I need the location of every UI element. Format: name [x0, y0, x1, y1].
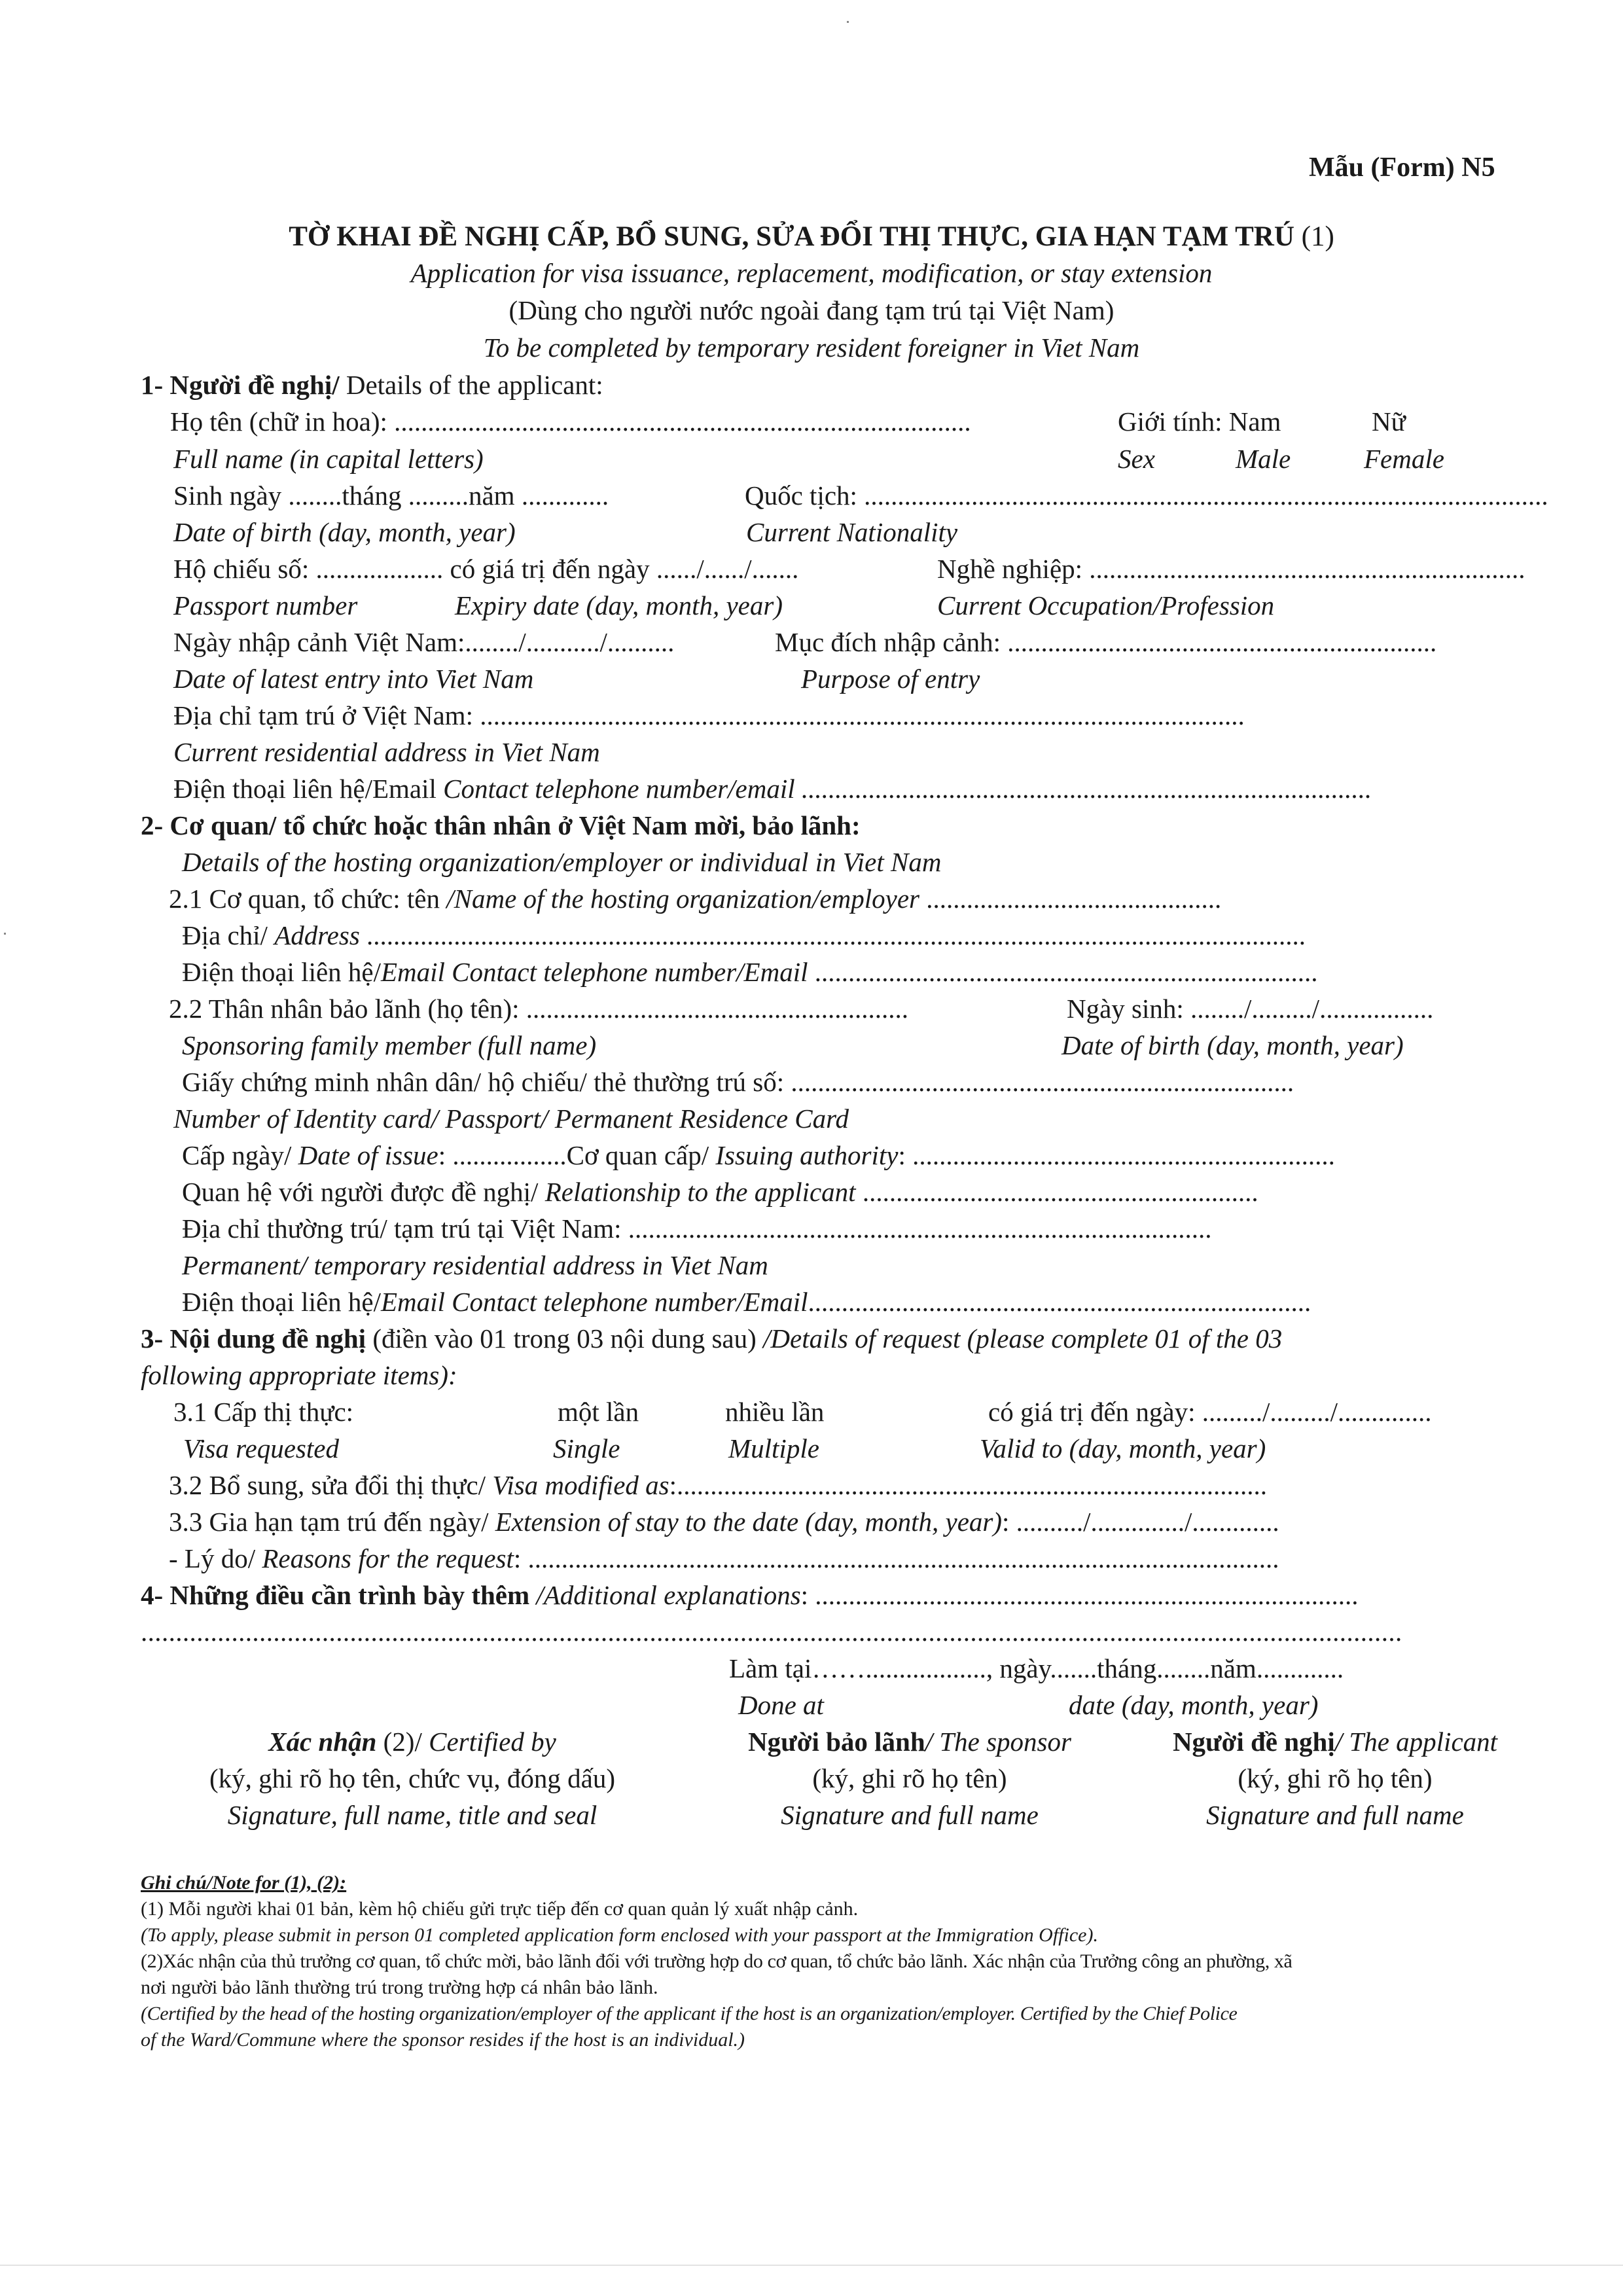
- sponsor-contact-field[interactable]: [182, 1289, 1311, 1316]
- entry-date-field[interactable]: Ngày nhập cảnh Việt Nam:......../.........../..........: [173, 627, 675, 657]
- contact-en: Contact telephone number/email .....................................................................................: [436, 774, 1372, 804]
- section-1-heading: [141, 372, 603, 399]
- applicant-heading: [1126, 1729, 1544, 1755]
- org-address-field[interactable]: [182, 922, 1306, 949]
- visa-valid-en: Valid to (day, month, year): [980, 1433, 1266, 1463]
- reason-dots: : ................................................................................................................: [513, 1543, 1279, 1573]
- org-name-field[interactable]: [169, 886, 1221, 912]
- relationship-en: Relationship to the applicant: [544, 1177, 856, 1207]
- entry-date-en: Date of latest entry into Viet Nam: [173, 664, 534, 694]
- sponsor-address-en: Permanent/ temporary residential address in Viet Nam: [182, 1250, 768, 1280]
- section-2-heading: 2- Cơ quan/ tổ chức hoặc thân nhân ở Việt Nam mời, bảo lãnh:: [141, 810, 861, 840]
- reason-field[interactable]: [169, 1545, 1279, 1572]
- note-2-en-a: (Certified by the head of the hosting organization/employer of the applicant if the host is an organization/employer. Certified by the Chief Police: [141, 2003, 1238, 2024]
- sponsor-contact-en: Email Contact telephone number/Email: [381, 1287, 808, 1317]
- note-2-vi-a: (2)Xác nhận của thủ trưởng cơ quan, tổ chức mời, bảo lãnh đối với trường hợp do cơ quan, tổ chức bảo lãnh. Xác nhận của Trưởng công an phường, xã: [141, 1950, 1293, 1972]
- org-contact-dots: ...........................................................................: [808, 957, 1318, 987]
- section-4-heading-en: /Additional explanations: [529, 1580, 801, 1610]
- visa-single-en: Single: [553, 1433, 620, 1463]
- certified-vi: Xác nhận: [268, 1727, 377, 1757]
- male-en: Male: [1236, 444, 1291, 474]
- section-4-dots-line[interactable]: .....................................................................................................................................................................................: [141, 1617, 1402, 1647]
- gender-label: Giới tính: Nam: [1118, 406, 1281, 437]
- visa-single-option[interactable]: một lần: [558, 1397, 639, 1427]
- reason-en: Reasons for the request: [262, 1543, 514, 1573]
- purpose-field[interactable]: Mục đích nhập cảnh: ................................................................: [775, 627, 1437, 657]
- contact-vi: Điện thoại liên hệ/Email: [173, 774, 437, 804]
- section-3-heading-en: /Details of request (please complete 01 of the 03: [763, 1323, 1283, 1354]
- issue-authority-vi: : .................Cơ quan cấp/: [438, 1140, 716, 1170]
- stay-extension-en: Extension of stay to the date (day, month, year): [495, 1507, 1002, 1537]
- section-4-field[interactable]: [141, 1582, 1359, 1609]
- section-4-dots: : .................................................................................: [800, 1580, 1359, 1610]
- address-en: Current residential address in Viet Nam: [173, 737, 600, 767]
- applicant-vi: Người đề nghị: [1172, 1727, 1335, 1757]
- certified-sub-vi: (ký, ghi rõ họ tên, chức vụ, đóng dấu): [209, 1763, 615, 1793]
- dob-en: Date of birth (day, month, year): [173, 517, 516, 547]
- gender-female-label: Nữ: [1372, 406, 1406, 437]
- relationship-vi: Quan hệ với người được đề nghị/: [182, 1177, 545, 1207]
- sponsor-dob-en: Date of birth (day, month, year): [1061, 1030, 1404, 1060]
- certified-heading: [144, 1729, 681, 1755]
- done-at-field[interactable]: Làm tại…….................., ngày.......tháng........năm.............: [729, 1653, 1344, 1683]
- occupation-field[interactable]: Nghề nghiệp: .................................................................: [937, 554, 1525, 584]
- org-address-vi: Địa chỉ/: [182, 920, 275, 950]
- relationship-field[interactable]: [182, 1179, 1258, 1206]
- visa-modified-field[interactable]: [169, 1472, 1267, 1499]
- sex-en: Sex: [1118, 444, 1155, 474]
- sponsor-en: / The sponsor: [925, 1727, 1071, 1757]
- sponsor-sub-vi: (ký, ghi rõ họ tên): [812, 1763, 1007, 1793]
- section-3-heading-vi: (điền vào 01 trong 03 nội dung sau): [366, 1323, 763, 1354]
- org-name-vi: 2.1 Cơ quan, tổ chức: tên: [169, 884, 447, 914]
- org-name-dots: ............................................: [919, 884, 1222, 914]
- address-field[interactable]: Địa chỉ tạm trú ở Việt Nam: ..................................................................................................................: [173, 700, 1245, 730]
- nationality-field[interactable]: Quốc tịch: ......................................................................................................: [745, 480, 1548, 511]
- visa-modified-vi: 3.2 Bổ sung, sửa đổi thị thực/: [169, 1470, 493, 1500]
- id-number-field[interactable]: Giấy chứng minh nhân dân/ hộ chiếu/ thẻ thường trú số: ...........................................................................: [182, 1067, 1294, 1097]
- org-name-en: /Name of the hosting organization/employer: [446, 884, 919, 914]
- title-vi: TỜ KHAI ĐỀ NGHỊ CẤP, BỔ SUNG, SỬA ĐỔI THỊ THỰC, GIA HẠN TẠM TRÚ: [289, 221, 1294, 252]
- visa-requested-label: 3.1 Cấp thị thực:: [173, 1397, 354, 1427]
- title: [0, 223, 1623, 251]
- fullname-field[interactable]: Họ tên (chữ in hoa): ......................................................................................: [170, 406, 971, 437]
- section-3-heading: [141, 1325, 1282, 1352]
- issue-date-en: Date of issue: [298, 1140, 438, 1170]
- relationship-dots: ...........................................................: [855, 1177, 1258, 1207]
- subtitle-vi: (Dùng cho người nước ngoài đang tạm trú tại Việt Nam): [508, 295, 1115, 325]
- certified-sub-en: Signature, full name, title and seal: [227, 1800, 597, 1830]
- note-2-en-b: of the Ward/Commune where the sponsor resides if the host is an individual.): [141, 2029, 745, 2051]
- org-contact-field[interactable]: [182, 959, 1317, 986]
- page-fold-line: [0, 2265, 1623, 2266]
- sponsor-dob-field[interactable]: Ngày sinh: ......../........./.................: [1067, 994, 1434, 1024]
- note-2-vi-b: nơi người bảo lãnh thường trú trong trường hợp cá nhân bảo lãnh.: [141, 1977, 658, 1998]
- section-4-heading: 4- Những điều cần trình bày thêm: [141, 1580, 530, 1610]
- sponsor-contact-vi: Điện thoại liên hệ/: [182, 1287, 381, 1317]
- org-address-en: Address: [274, 920, 360, 950]
- applicant-sub-en: Signature and full name: [1206, 1800, 1464, 1830]
- expiry-en: Expiry date (day, month, year): [455, 590, 783, 620]
- contact-field[interactable]: [173, 776, 1372, 802]
- id-number-en: Number of Identity card/ Passport/ Permanent Residence Card: [173, 1103, 849, 1134]
- note-1-en: (To apply, please submit in person 01 completed application form enclosed with your passport at the Immigration Office).: [141, 1924, 1098, 1946]
- nationality-en: Current Nationality: [746, 517, 958, 547]
- certified-en: Certified by: [429, 1727, 556, 1757]
- sponsor-sub-en: Signature and full name: [781, 1800, 1039, 1830]
- reason-vi: - Lý do/: [169, 1543, 262, 1573]
- visa-valid-field[interactable]: có giá trị đến ngày: ........./........./..............: [988, 1397, 1432, 1427]
- scan-speck: [4, 933, 6, 935]
- note-1-vi: (1) Mỗi người khai 01 bản, kèm hộ chiếu gửi trực tiếp đến cơ quan quản lý xuất nhập cảnh.: [141, 1898, 859, 1920]
- passport-en: Passport number: [173, 590, 358, 620]
- visa-modified-dots: :........................................................................................: [669, 1470, 1268, 1500]
- dob-field[interactable]: Sinh ngày ........tháng .........năm .............: [173, 480, 609, 511]
- sponsor-name-field[interactable]: 2.2 Thân nhân bảo lãnh (họ tên): .........................................................: [169, 994, 909, 1024]
- issue-field[interactable]: [182, 1142, 1335, 1169]
- sponsor-contact-dots: ...........................................................................: [808, 1287, 1311, 1317]
- stay-extension-field[interactable]: [169, 1509, 1279, 1535]
- visa-modified-en: Visa modified as: [492, 1470, 669, 1500]
- applicant-en: / The applicant: [1334, 1727, 1498, 1757]
- female-en: Female: [1364, 444, 1444, 474]
- date-en: date (day, month, year): [1069, 1690, 1319, 1720]
- occupation-en: Current Occupation/Profession: [937, 590, 1275, 620]
- form-code: Mẫu (Form) N5: [1309, 152, 1495, 183]
- sponsor-vi: Người bảo lãnh: [748, 1727, 925, 1757]
- scan-speck: [847, 21, 849, 23]
- org-contact-vi: Điện thoại liên hệ/: [182, 957, 381, 987]
- visa-requested-en: Visa requested: [183, 1433, 339, 1463]
- org-address-dots: ............................................................................................................................................: [359, 920, 1306, 950]
- stay-extension-dots: : ........../............../.............: [1002, 1507, 1279, 1537]
- section-2-heading-en: Details of the hosting organization/employer or individual in Viet Nam: [182, 847, 942, 877]
- section-3-heading-en-2: following appropriate items):: [141, 1360, 457, 1390]
- issue-date-vi: Cấp ngày/: [182, 1140, 298, 1170]
- stay-extension-vi: 3.3 Gia hạn tạm trú đến ngày/: [169, 1507, 495, 1537]
- visa-multiple-option[interactable]: nhiều lần: [725, 1397, 825, 1427]
- sponsor-address-field[interactable]: Địa chỉ thường trú/ tạm trú tại Việt Nam: .......................................................................................: [182, 1213, 1212, 1244]
- issue-dots: : ...............................................................: [898, 1140, 1335, 1170]
- issue-authority-en: Issuing authority: [715, 1140, 899, 1170]
- done-at-en: Done at: [738, 1690, 824, 1720]
- org-contact-en: Email Contact telephone number/Email: [381, 957, 808, 987]
- subtitle-en: To be completed by temporary resident foreigner in Viet Nam: [483, 332, 1140, 363]
- visa-multiple-en: Multiple: [728, 1433, 819, 1463]
- notes-title: Ghi chú/Note for (1), (2):: [141, 1872, 347, 1893]
- sponsor-heading: [687, 1729, 1132, 1755]
- sponsor-name-en: Sponsoring family member (full name): [182, 1030, 597, 1060]
- purpose-en: Purpose of entry: [801, 664, 980, 694]
- passport-field[interactable]: Hộ chiếu số: ................... có giá trị đến ngày ....../....../.......: [173, 554, 799, 584]
- title-en: Application for visa issuance, replacement, modification, or stay extension: [410, 258, 1213, 288]
- certified-num: (2)/: [376, 1727, 429, 1757]
- applicant-sub-vi: (ký, ghi rõ họ tên): [1238, 1763, 1433, 1793]
- section-1-heading-en: Details of the applicant:: [339, 370, 603, 400]
- section-3-heading-bold: 3- Nội dung đề nghị: [141, 1323, 366, 1354]
- fullname-en: Full name (in capital letters): [173, 444, 484, 474]
- title-note: (1): [1301, 221, 1334, 252]
- section-1-heading-vi: 1- Người đề nghị/: [141, 370, 340, 400]
